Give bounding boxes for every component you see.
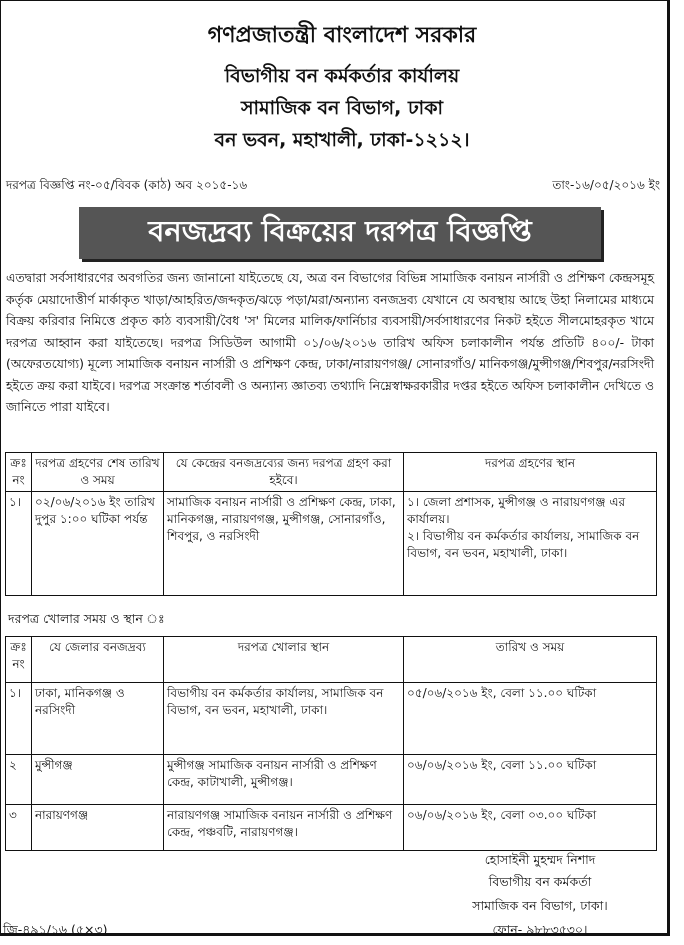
- cell-places: [404, 492, 657, 596]
- notice-body: এতদ্বারা সর্বসাধারণের অবগতির জন্য জানানো যাইতেছে যে, অত্র বন বিভাগের বিভিন্ন সামাজিক বনায়ন নার্সারী ও প্রশিক্ষণ কেন্দ্রসমূহ কর্তৃক মেয়াদোত্তীর্ণ মার্কাকৃত খাড়া/আহরিত/জব্দকৃত/ঝড়ে পড়া/মরা/অন্যান্য বনজদ্রব্য যেখানে যে অবস্থায় আছে উহা নিলামের মাধ্যমে বিক্রয় করিবার নিমিত্তে প্রকৃত কাঠ ব্যবসায়ী/বৈধ 'স' মিলের মালিক/ফার্নিচার ব্যবসায়ী/সর্বসাধারণের নিকট হইতে সীলমোহরকৃত খামে দরপত্র আহ্বান করা যাইতেছে। দরপত্র সিডিউল আগামী ০১/০৬/২০১৬ তারিখ অফিস চলাকালীন পর্যন্ত প্রতিটি ৪০০/- টাকা (অফেরতযোগ্য) মূল্যে সামাজিক বনায়ন নার্সারী ও প্রশিক্ষণ কেন্দ্র, ঢাকা/নারায়ণগঞ্জ/ সোনারগাঁও/ মানিকগঞ্জ/মুন্সীগঞ্জ/শিবপুর/নরসিংদী হইতে ক্রয় করা যাইবে। দরপত্র সংক্রান্ত শর্তাবলী ও অন্যান্য জ্ঞাতব্য তথ্যাদি নিম্নেস্বাক্ষরকারীর দপ্তর হইতে অফিস চলাকালীন দেখিতে ও জানিতে পারা যাইবে।: [6, 270, 654, 414]
- government-title: গণপ্রজাতন্ত্রী বাংলাদেশ সরকার: [207, 23, 477, 48]
- table-row: [6, 755, 657, 805]
- office-address: বন ভবন, মহাখালী, ঢাকা-১২১২।: [214, 129, 470, 151]
- office-title: বিভাগীয় বন কর্মকর্তার কার্যালয়: [224, 65, 460, 87]
- col-date-time: তারিখ ও সময়: [404, 637, 657, 683]
- tender-opening-table: [5, 636, 657, 851]
- place-item-1: ১। জেলা প্রশাসক, মুন্সীগঞ্জ ও নারায়ণগঞ্জ এর কার্যালয়।: [407, 495, 626, 526]
- signatory-office: সামাজিক বন বিভাগ, ঢাকা।: [472, 898, 608, 913]
- cell-serial: ১।: [6, 492, 32, 596]
- col-deadline: দরপত্র গ্রহণের শেষ তারিখ ও সময়: [32, 453, 164, 492]
- col-serial: ক্রঃ নং: [6, 637, 32, 683]
- section-opening-label: দরপত্র খোলার সময় ও স্থান ঃ: [8, 611, 165, 626]
- memo-number: দরপত্র বিজ্ঞপ্তি নং-০৫/বিবক (কাঠ) অব ২০১৫-১৬: [6, 178, 248, 192]
- cell-centers: সামাজিক বনায়ন নার্সারী ও প্রশিক্ষণ কেন্দ্র, ঢাকা, মানিকগঞ্জ, নারায়ণগঞ্জ, মুন্সীগঞ্জ, সোনারগাঁও, শিবপুর, ও নরসিংদী: [164, 492, 404, 596]
- cell-time: ০৫/০৬/২০১৬ ইং, বেলা ১১.০০ ঘটিকা: [404, 683, 657, 755]
- cell-serial: ২: [6, 755, 32, 805]
- cell-place: নারায়ণগঞ্জ সামাজিক বনায়ন নার্সারী ও প্রশিক্ষণ কেন্দ্র, পঞ্চবটি, নারায়ণগঞ্জ।: [164, 805, 404, 851]
- notice-banner: বনজদ্রব্য বিক্রয়ের দরপত্র বিজ্ঞপ্তি: [79, 207, 601, 259]
- cell-time: ০৬/০৬/২০১৬ ইং, বেলা ১১.০০ ঘটিকা: [404, 755, 657, 805]
- signatory-designation: বিভাগীয় বন কর্মকর্তা: [488, 874, 592, 889]
- table-header-row: [6, 637, 657, 683]
- cell-serial: ১।: [6, 683, 32, 755]
- cell-district: ঢাকা, মানিকগঞ্জ ও নরসিংদী: [32, 683, 164, 755]
- table-header-row: [6, 453, 657, 492]
- col-place: দরপত্র গ্রহণের স্থান: [404, 453, 657, 492]
- place-item-2: ২। বিভাগীয় বন কর্মকর্তার কার্যালয়, সামাজিক বন বিভাগ, বন ভবন, মহাখালী, ঢাকা।: [407, 529, 640, 560]
- cell-deadline: ০২/০৬/২০১৬ ইং তারিখ দুপুর ১:০০ ঘটিকা পর্যন্ত: [32, 492, 164, 596]
- table-row: [6, 805, 657, 851]
- col-opening-place: দরপত্র খোলার স্থান: [164, 637, 404, 683]
- division-title: সামাজিক বন বিভাগ, ঢাকা: [240, 97, 443, 119]
- col-centers: যে কেন্দ্রের বনজদ্রব্যের জন্য দরপত্র গ্রহণ করা হইবে।: [164, 453, 404, 492]
- signatory-name: হোসাইনী মুহম্মদ নিশাদ: [484, 852, 596, 867]
- notice-date: তাং-১৬/০৫/২০১৬ ইং: [552, 178, 660, 192]
- table-row: [6, 683, 657, 755]
- cell-serial: ৩: [6, 805, 32, 851]
- cell-place: বিভাগীয় বন কর্মকর্তার কার্যালয়, সামাজিক বন বিভাগ, বন ভবন, মহাখালী, ঢাকা।: [164, 683, 404, 755]
- cell-district: নারায়ণগঞ্জ: [32, 805, 164, 851]
- table-row: [6, 492, 657, 596]
- cell-district: মুন্সীগঞ্জ: [32, 755, 164, 805]
- footer-code: জি-৪৯১/১৬ (৫×৩): [3, 922, 108, 937]
- cell-time: ০৬/০৬/২০১৬ ইং, বেলা ০৩.০০ ঘটিকা: [404, 805, 657, 851]
- signatory-phone: ফোন- ৯৮৮৩৫৩০।: [492, 922, 588, 937]
- col-district: যে জেলার বনজদ্রব্য: [32, 637, 164, 683]
- cell-place: মুন্সীগঞ্জ সামাজিক বনায়ন নার্সারী ও প্রশিক্ষণ কেন্দ্র, কাটাখালী, মুন্সীগঞ্জ।: [164, 755, 404, 805]
- col-serial: ক্রঃ নং: [6, 453, 32, 492]
- tender-receipt-table: [5, 452, 657, 596]
